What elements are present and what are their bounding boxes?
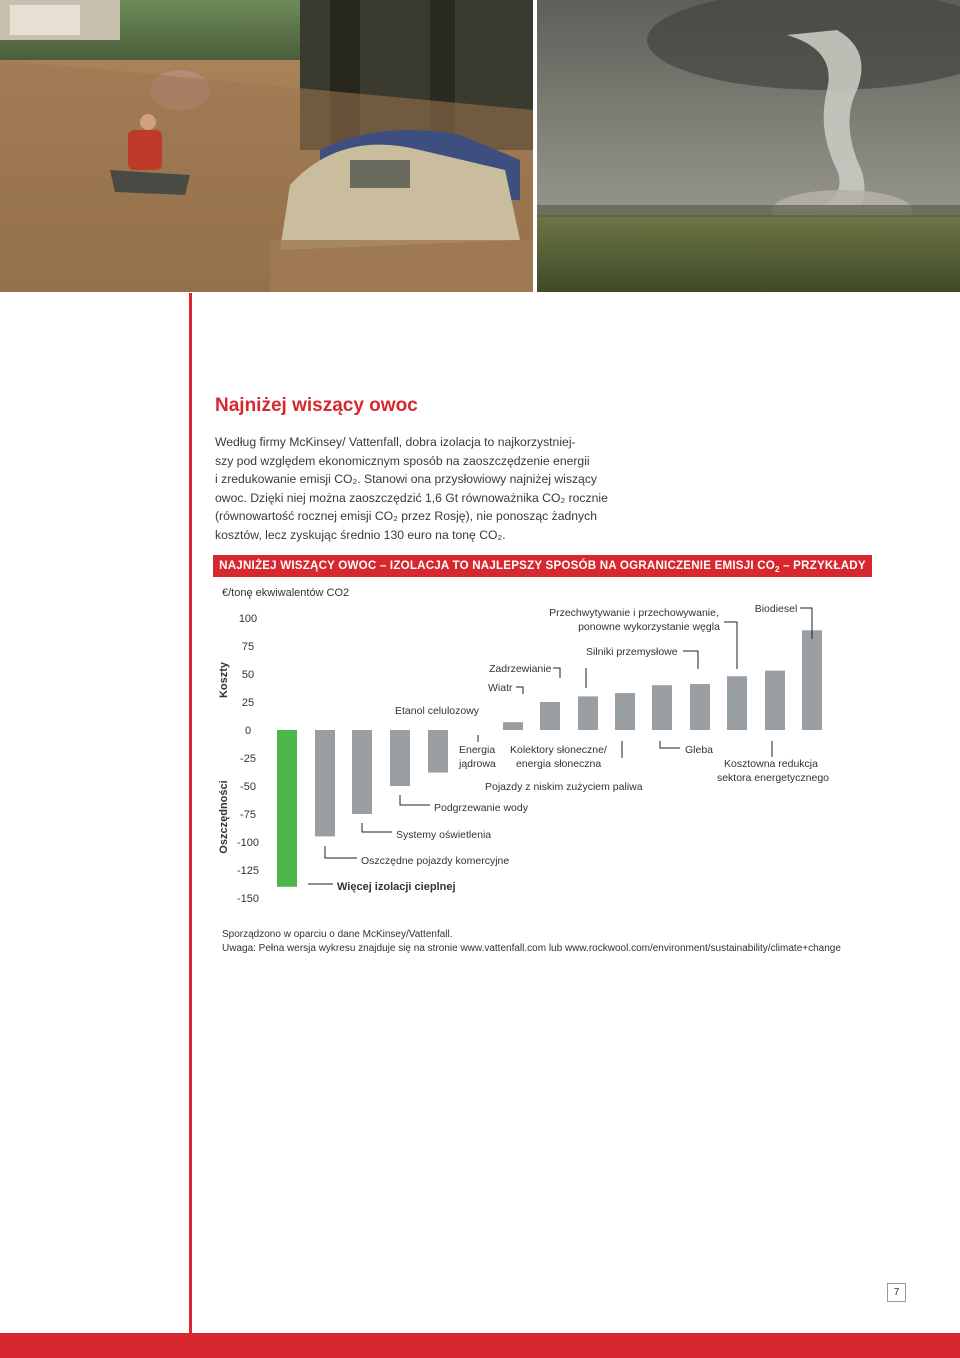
bar-label: Przechwytywanie i przechowywanie, — [549, 607, 719, 619]
chart-bar — [503, 722, 523, 730]
bar-label: Biodiesel — [754, 603, 798, 615]
leader-line — [400, 795, 430, 805]
leader-line — [683, 651, 698, 669]
bar-label: Etanol celulozowy — [395, 705, 480, 717]
chart-bar — [802, 630, 822, 730]
bar-label: Silniki przemysłowe — [586, 646, 678, 658]
leader-line — [724, 622, 737, 669]
bar-label: Oszczędne pojazdy komercyjne — [361, 855, 510, 867]
bar-label: Zadrzewianie — [489, 663, 552, 675]
y-unit-label: €/tonę ekwiwalentów CO2 — [222, 587, 350, 599]
paragraph-line: i zredukowanie emisji CO₂. Stanowi ona przysłowiowy najniżej wiszący — [215, 472, 598, 486]
footer-bar — [0, 1333, 960, 1358]
chart-bar — [352, 730, 372, 814]
chart-bar — [390, 730, 410, 786]
source-note: Sporządzono w oparciu o dane McKinsey/Vattenfall. — [222, 929, 453, 940]
bar-label: Gleba — [685, 744, 714, 756]
y-tick-label: 25 — [241, 697, 255, 709]
chart-bar — [615, 693, 635, 730]
banner-text: NAJNIŻEJ WISZĄCY OWOC – IZOLACJA TO NAJLEPSZY SPOSÓB NA OGRANICZENIE EMISJI CO — [219, 559, 776, 572]
banner-text-end: – PRZYKŁADY — [779, 559, 866, 572]
leader-line — [362, 823, 392, 832]
article-title: Najniżej wiszący owoc — [215, 395, 418, 416]
bar-label: Więcej izolacji cieplnej — [337, 881, 456, 893]
chart-bar — [315, 730, 335, 836]
chart-bar — [727, 676, 747, 730]
y-tick-label: -150 — [236, 893, 260, 905]
paragraph-line: Według firmy McKinsey/ Vattenfall, dobra izolacja to najkorzystniej- — [215, 435, 576, 449]
paragraph-line: szy pod względem ekonomicznym sposób na zaoszczędzenie energii — [215, 453, 590, 468]
chart-bar — [690, 684, 710, 730]
y-tick-label: 50 — [241, 669, 255, 681]
bar-label: Wiatr — [488, 682, 513, 694]
bar-label: sektora energetycznego — [716, 772, 830, 784]
tornado-photo — [537, 0, 960, 292]
chart-bar — [652, 685, 672, 730]
bar-label: Kolektory słoneczne/ — [510, 744, 607, 756]
page-number: 7 — [887, 1283, 906, 1302]
y-group-label-savings: Oszczędności — [218, 780, 230, 854]
chart-notes — [222, 928, 841, 956]
paragraph-line: (równowartość rocznej emisji CO₂ przez Rosję), nie ponosząc żadnych — [215, 509, 598, 523]
chart-bar — [765, 671, 785, 730]
intro-paragraph — [215, 433, 615, 544]
y-tick-label: 100 — [238, 613, 258, 625]
y-tick-label: 0 — [244, 725, 252, 737]
leader-line — [516, 687, 523, 694]
y-tick-label: -25 — [240, 753, 256, 765]
bar-label: energia słoneczna — [516, 758, 602, 770]
chart-bar — [428, 730, 448, 773]
y-tick-label: -75 — [240, 809, 256, 821]
leader-line — [553, 668, 560, 678]
url-note: Uwaga: Pełna wersja wykresu znajduje się na stronie www.vattenfall.com lub www.rockwool.com/environment/sustainability/climate+change — [222, 943, 841, 954]
abatement-chart — [0, 580, 960, 920]
paragraph-line: kosztów, lecz zyskując średnio 130 euro na tonę CO₂. — [215, 527, 506, 542]
y-tick-label: -125 — [236, 865, 260, 877]
y-group-label-costs: Koszty — [218, 661, 230, 699]
leader-line — [325, 846, 357, 858]
bar-label: Energia — [459, 744, 496, 756]
y-tick-label: -100 — [236, 837, 260, 849]
flood-photo — [0, 0, 533, 292]
bar-label: Podgrzewanie wody — [434, 802, 528, 814]
y-tick-label: 75 — [241, 641, 255, 653]
bar-label: Kosztowna redukcja — [724, 758, 818, 770]
chart-bar — [540, 702, 560, 730]
banner-subscript: 2 — [775, 565, 780, 574]
chart-title-banner — [213, 555, 872, 577]
paragraph-line: owoc. Dzięki niej można zaoszczędzić 1,6 Gt równoważnika CO₂ rocznie — [215, 490, 608, 505]
bar-label: Systemy oświetlenia — [396, 829, 492, 841]
bar-label: Pojazdy z niskim zużyciem paliwa — [485, 781, 643, 793]
chart-bar — [578, 696, 598, 730]
chart-bar — [277, 730, 297, 887]
leader-line — [660, 741, 680, 748]
bar-label: ponowne wykorzystanie węgla — [578, 621, 720, 633]
bar-label: jądrowa — [459, 758, 496, 770]
y-tick-label: -50 — [240, 781, 256, 793]
